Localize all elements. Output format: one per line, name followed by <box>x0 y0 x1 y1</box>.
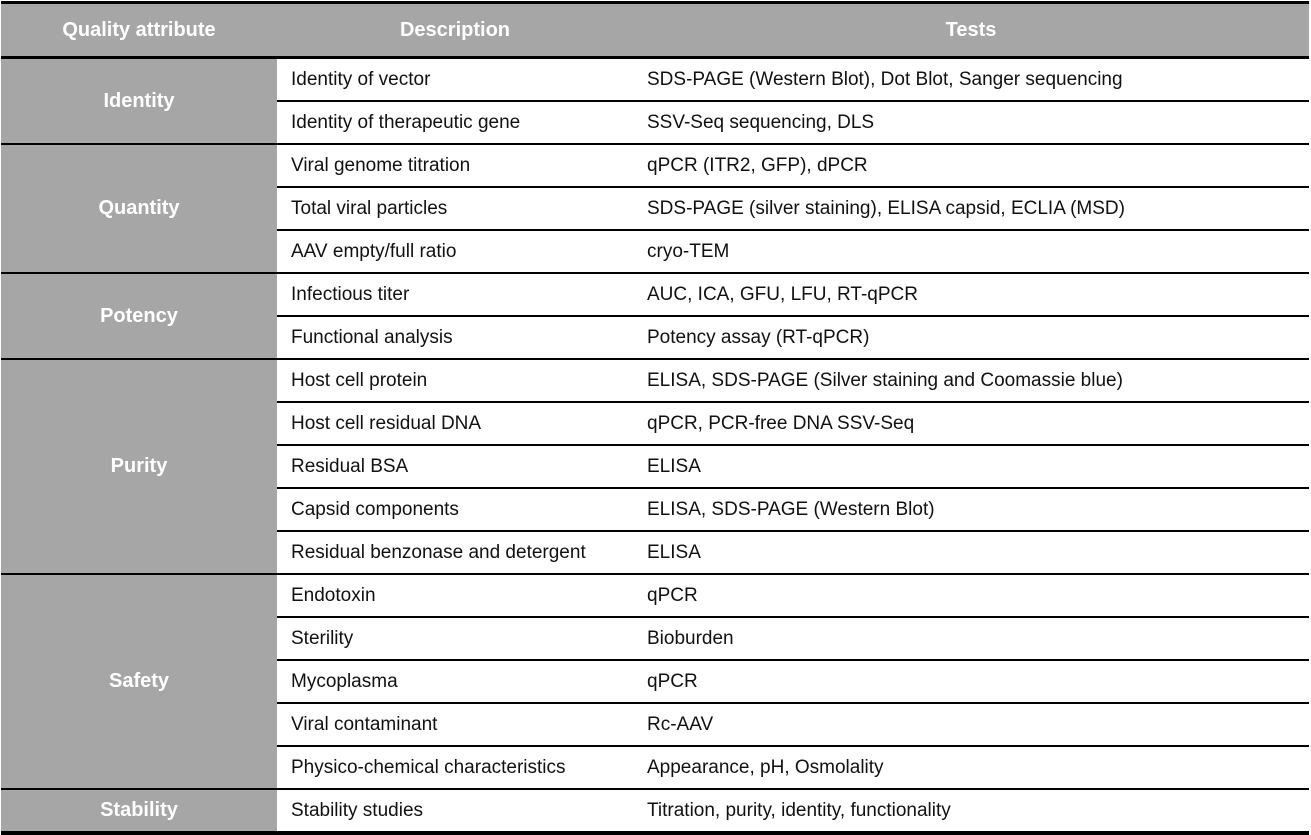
tests-cell: Rc-AAV <box>633 703 1309 746</box>
tests-cell: ELISA <box>633 531 1309 574</box>
quality-attributes-table-wrapper <box>1 1 1309 835</box>
table-row <box>1 359 1309 402</box>
description-cell: Physico-chemical characteristics <box>277 746 633 789</box>
quality-attribute-cell: Stability <box>1 789 277 833</box>
tests-cell: qPCR <box>633 574 1309 617</box>
header-description: Description <box>277 3 633 58</box>
quality-attribute-cell: Safety <box>1 574 277 789</box>
description-cell: Host cell protein <box>277 359 633 402</box>
quality-attributes-table <box>1 1 1309 835</box>
tests-cell: qPCR, PCR-free DNA SSV-Seq <box>633 402 1309 445</box>
description-cell: Residual benzonase and detergent <box>277 531 633 574</box>
quality-attribute-cell: Purity <box>1 359 277 574</box>
description-cell: Mycoplasma <box>277 660 633 703</box>
table-row <box>1 58 1309 102</box>
description-cell: AAV empty/full ratio <box>277 230 633 273</box>
description-cell: Total viral particles <box>277 187 633 230</box>
tests-cell: SDS-PAGE (Western Blot), Dot Blot, Sanger sequencing <box>633 58 1309 102</box>
description-cell: Identity of therapeutic gene <box>277 101 633 144</box>
description-cell: Sterility <box>277 617 633 660</box>
quality-attribute-cell: Quantity <box>1 144 277 273</box>
tests-cell: AUC, ICA, GFU, LFU, RT-qPCR <box>633 273 1309 316</box>
header-tests: Tests <box>633 3 1309 58</box>
tests-cell: SDS-PAGE (silver staining), ELISA capsid, ECLIA (MSD) <box>633 187 1309 230</box>
table-row <box>1 574 1309 617</box>
description-cell: Identity of vector <box>277 58 633 102</box>
table-row <box>1 273 1309 316</box>
description-cell: Host cell residual DNA <box>277 402 633 445</box>
table-row <box>1 789 1309 833</box>
header-quality-attribute: Quality attribute <box>1 3 277 58</box>
description-cell: Stability studies <box>291 799 424 821</box>
header-row <box>1 3 1309 58</box>
tests-cell: qPCR <box>633 660 1309 703</box>
tests-cell: cryo-TEM <box>633 230 1309 273</box>
tests-cell: Potency assay (RT-qPCR) <box>633 316 1309 359</box>
tests-cell: ELISA, SDS-PAGE (Silver staining and Coomassie blue) <box>633 359 1309 402</box>
table-header <box>1 3 1309 58</box>
quality-attribute-cell: Potency <box>1 273 277 359</box>
table-row <box>1 144 1309 187</box>
tests-cell: SSV-Seq sequencing, DLS <box>633 101 1309 144</box>
tests-cell: Titration, purity, identity, functionality <box>647 799 951 821</box>
description-cell: Viral contaminant <box>277 703 633 746</box>
tests-cell: ELISA, SDS-PAGE (Western Blot) <box>633 488 1309 531</box>
table-body <box>1 58 1309 834</box>
tests-cell: qPCR (ITR2, GFP), dPCR <box>633 144 1309 187</box>
description-cell: Functional analysis <box>277 316 633 359</box>
description-cell: Residual BSA <box>277 445 633 488</box>
description-cell: Endotoxin <box>277 574 633 617</box>
description-cell: Capsid components <box>277 488 633 531</box>
tests-cell: Appearance, pH, Osmolality <box>633 746 1309 789</box>
quality-attribute-cell: Identity <box>1 58 277 145</box>
description-cell: Infectious titer <box>277 273 633 316</box>
tests-cell: Bioburden <box>633 617 1309 660</box>
description-cell: Viral genome titration <box>277 144 633 187</box>
tests-cell: ELISA <box>633 445 1309 488</box>
